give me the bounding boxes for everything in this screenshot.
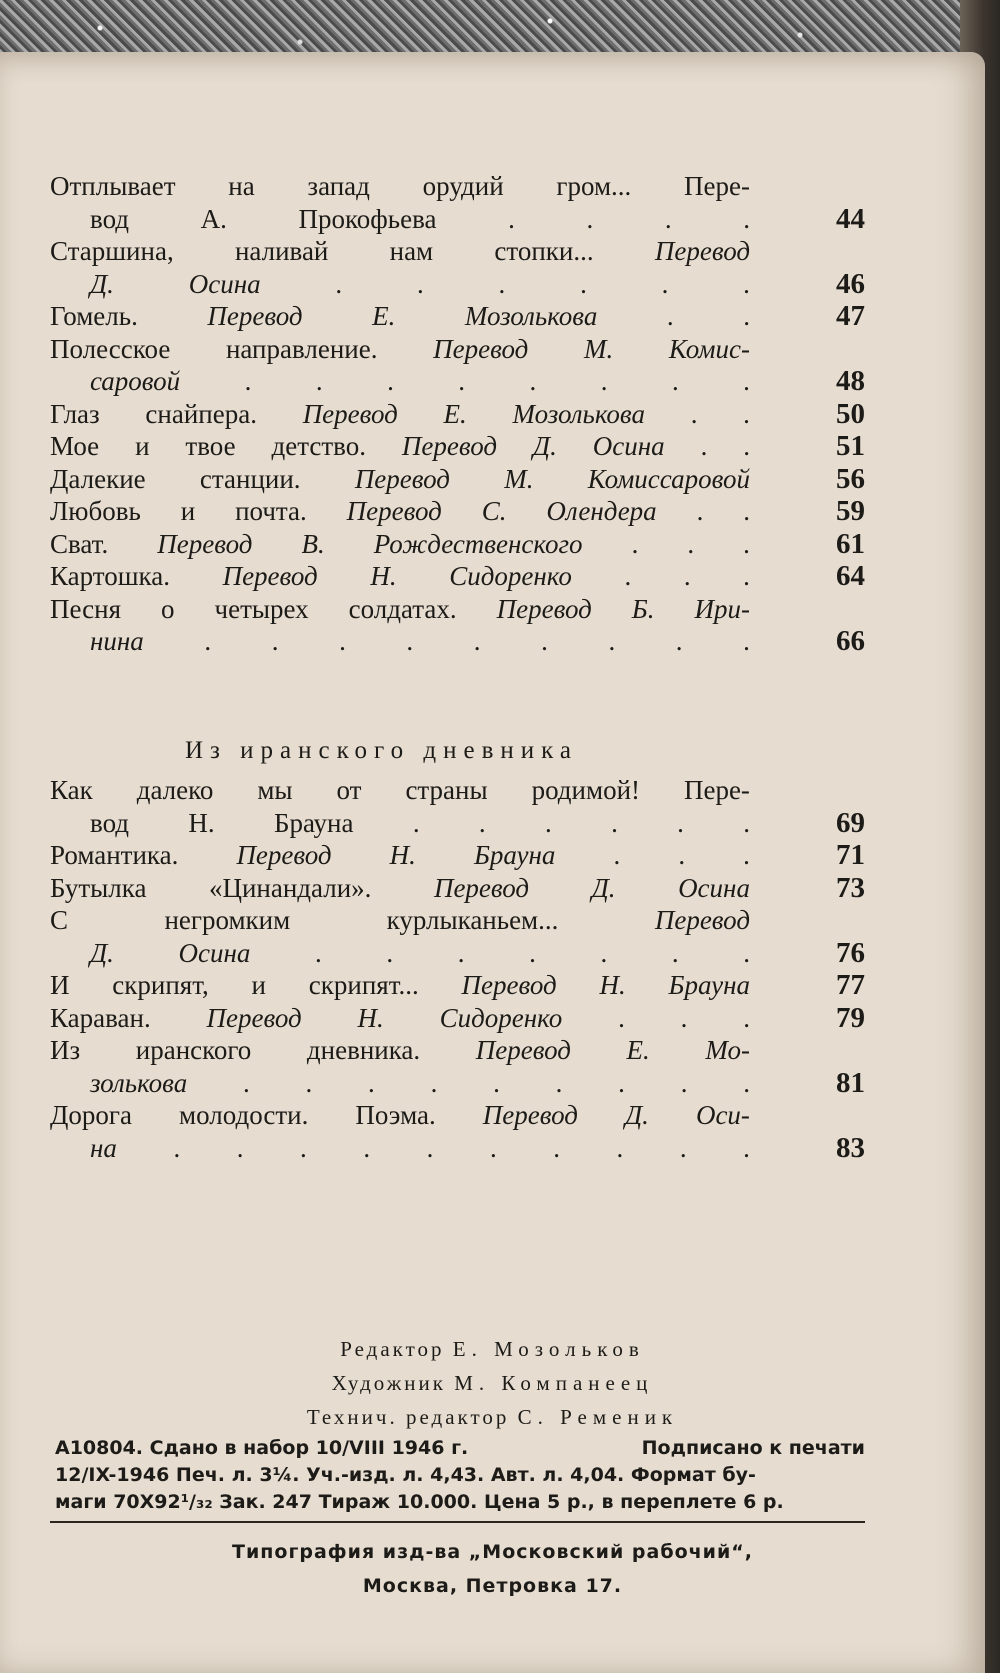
toc-word: . (743, 937, 750, 968)
toc-word: . (680, 1067, 688, 1098)
toc-word: Мое (50, 431, 100, 461)
toc-word: . (489, 1132, 497, 1163)
imprint-row: 12/IX-1946 Печ. л. 3¼. Уч.-изд. л. 4,43. Авт. л. 4,04. Формат бу- (55, 1464, 756, 1486)
toc-word: . (690, 398, 698, 429)
toc-word: . (204, 626, 212, 656)
toc-word: Осина (188, 268, 261, 299)
toc-word: . (743, 268, 750, 299)
toc-word: . (679, 1132, 687, 1163)
toc-word: Пере- (684, 171, 750, 201)
toc-entry (50, 398, 865, 431)
toc-word: . (608, 626, 616, 656)
toc-word: Бутылка (50, 872, 147, 903)
toc-entry (50, 170, 865, 235)
toc-word: . (743, 561, 750, 591)
toc-word: . (616, 1132, 624, 1163)
toc-entry (50, 430, 865, 463)
toc-word: Поэма. (355, 1100, 436, 1130)
toc-word: . (600, 366, 608, 396)
toc-word: стопки... (494, 236, 594, 266)
table-of-contents (50, 170, 865, 658)
toc-word: . (244, 366, 252, 396)
toc-page-number: 71 (836, 839, 865, 871)
toc-word: золькова (90, 1067, 188, 1098)
toc-word: Е. (372, 301, 396, 331)
toc-word: Перевод (354, 463, 450, 494)
toc-word: . (696, 496, 704, 526)
toc-entry-line (50, 774, 750, 807)
credit-editor: Редактор Е. Мозольков (340, 1337, 645, 1361)
toc-word: Осина (178, 937, 251, 968)
toc-word: Рождественского (373, 528, 583, 559)
toc-word: . (618, 1002, 625, 1033)
toc-word: . (743, 626, 750, 656)
toc-entry-line (50, 398, 750, 431)
toc-word: . (586, 203, 594, 234)
toc-word: курлыканьем... (386, 905, 559, 935)
toc-word: . (683, 561, 691, 591)
toc-entry-line (50, 560, 750, 593)
toc-word: . (687, 528, 695, 559)
toc-word: . (386, 937, 394, 968)
toc-word: гром... (556, 171, 632, 201)
book-page (0, 52, 985, 1673)
toc-word: Ири- (694, 593, 750, 624)
toc-word: Н. (188, 807, 215, 838)
toc-word: . (611, 807, 618, 838)
toc-word: направление. (225, 333, 378, 364)
toc-word: Д. (90, 268, 114, 299)
toc-page-number: 79 (836, 1001, 865, 1034)
toc-word: . (271, 626, 279, 656)
toc-word: . (416, 268, 424, 299)
credit-artist: Художник М. Компанеец (331, 1371, 654, 1395)
toc-word: молодости. (179, 1100, 309, 1130)
toc-word: Перевод (206, 1002, 302, 1033)
toc-word: Н. (370, 561, 397, 591)
toc-entry-line (50, 235, 750, 268)
toc-word: мы (257, 775, 293, 805)
toc-word: . (553, 1132, 560, 1163)
toc-word: Перевод (433, 872, 530, 903)
toc-word: Комис- (668, 333, 750, 364)
toc-word: . (664, 203, 672, 234)
toc-word: на (228, 171, 255, 201)
toc-word: . (743, 496, 750, 526)
toc-entry-line (50, 937, 750, 970)
toc-entry-line (50, 1099, 750, 1132)
toc-word: . (493, 1067, 500, 1098)
toc-word: родимой! (531, 775, 641, 805)
toc-word: вод (90, 203, 130, 234)
toc-word: и (135, 431, 150, 461)
toc-page-number: 69 (836, 806, 865, 839)
toc-word: . (430, 1067, 438, 1098)
toc-entry (50, 495, 865, 528)
toc-entry-line (50, 872, 750, 905)
toc-word: твое (185, 431, 236, 461)
toc-word: . (743, 840, 750, 870)
toc-word: скрипят, (112, 970, 209, 1000)
toc-word: . (406, 626, 414, 656)
toc-word: . (743, 1002, 750, 1033)
toc-word: Прокофьева (298, 203, 437, 234)
toc-entry-line (50, 463, 750, 496)
toc-word: Комиссаровой (587, 463, 750, 494)
toc-entry-line (50, 170, 750, 203)
toc-word: И (50, 970, 70, 1000)
toc-word: . (666, 301, 674, 331)
toc-word: . (743, 1067, 750, 1098)
toc-word: далеко (136, 775, 214, 805)
toc-word: . (613, 840, 621, 870)
imprint-row: маги 70Х92¹/₃₂ Зак. 247 Тираж 10.000. Цена 5 р., в переплете 6 р. (55, 1491, 784, 1513)
toc-word: . (242, 1067, 250, 1098)
toc-word: . (743, 203, 750, 234)
toc-word: Как (50, 775, 93, 805)
toc-word: . (661, 268, 669, 299)
toc-word: Перевод (401, 431, 498, 461)
toc-word: С (50, 905, 69, 935)
toc-page-number: 76 (836, 936, 865, 969)
toc-word: . (508, 203, 515, 234)
toc-entry (50, 774, 865, 839)
toc-entry-line (50, 268, 750, 301)
toc-entry (50, 1099, 865, 1164)
toc-word: . (529, 937, 536, 968)
toc-page-number: 61 (836, 527, 865, 560)
toc-word: Полесское (50, 333, 171, 364)
toc-word: Е. (626, 1035, 650, 1065)
toc-word: . (618, 1067, 625, 1098)
toc-word: Перевод (654, 905, 750, 935)
toc-word: Перевод (496, 593, 592, 624)
toc-word: почта. (235, 496, 307, 526)
toc-word: Мозолькова (464, 301, 598, 331)
toc-word: . (671, 937, 679, 968)
toc-word: станции. (199, 463, 301, 494)
toc-page-number: 44 (836, 202, 865, 235)
toc-word: . (600, 937, 608, 968)
toc-entry-line (50, 1034, 750, 1067)
toc-entry (50, 839, 865, 872)
toc-word: . (678, 840, 686, 870)
toc-page-number: 50 (836, 397, 865, 430)
imprint-block (55, 1435, 865, 1516)
toc-word: скрипят... (308, 970, 419, 1000)
toc-word: от (336, 775, 362, 805)
credits-block (0, 1332, 985, 1434)
toc-word: Перевод (157, 528, 253, 559)
toc-word: Мо- (705, 1035, 750, 1065)
toc-entry (50, 969, 865, 1002)
toc-word: Н. (389, 840, 416, 870)
toc-word: . (743, 1132, 750, 1163)
toc-word: орудий (422, 171, 504, 201)
toc-entry-line (50, 839, 750, 872)
toc-word: В. (301, 528, 325, 559)
toc-entry-line (50, 430, 750, 463)
toc-word: и (251, 970, 266, 1000)
toc-word: . (580, 268, 587, 299)
toc-word: Песня (50, 593, 122, 624)
toc-word: Перевод (236, 840, 332, 870)
toc-word: Е. (443, 398, 467, 429)
toc-word: Осина (678, 872, 750, 903)
toc-word: четырех (214, 593, 309, 624)
toc-word: снайпера. (145, 398, 257, 429)
toc-word: Н. (599, 970, 626, 1000)
toc-page-number: 47 (836, 300, 865, 332)
toc-word: . (315, 366, 323, 396)
toc-entry-line (50, 807, 750, 840)
toc-page-number: 56 (836, 462, 865, 495)
toc-page-number: 59 (836, 495, 865, 527)
toc-word: . (236, 1132, 244, 1163)
toc-word: Пере- (683, 775, 750, 805)
toc-word: . (631, 528, 639, 559)
toc-entry (50, 300, 865, 333)
toc-entry (50, 463, 865, 496)
toc-entry (50, 872, 865, 905)
toc-word: «Цинандали». (208, 872, 372, 903)
toc-word: Далекие (50, 463, 146, 494)
toc-word: . (555, 1067, 563, 1098)
toc-word: страны (405, 775, 488, 805)
toc-word: Сват. (50, 528, 109, 559)
toc-word: . (315, 937, 322, 968)
toc-word: Перевод (482, 1100, 578, 1130)
toc-entry (50, 333, 865, 398)
toc-page-number: 64 (836, 560, 865, 592)
toc-word: наливай (234, 236, 329, 266)
toc-word: Сидоренко (439, 1002, 563, 1033)
toc-word: Старшина, (50, 236, 174, 266)
toc-entry-line (50, 1132, 750, 1165)
toc-word: Перевод (302, 398, 398, 429)
toc-word: . (478, 807, 486, 838)
toc-word: Оси- (695, 1100, 750, 1130)
toc-word: дневника. (306, 1035, 421, 1065)
toc-word: Перевод (207, 301, 303, 331)
toc-word: негромким (164, 905, 291, 935)
toc-page-number: 66 (836, 625, 865, 657)
toc-word: Перевод (346, 496, 442, 526)
toc-word: . (173, 1132, 181, 1163)
toc-word: . (363, 1132, 371, 1163)
toc-word: детство. (271, 431, 366, 461)
toc-entry-line (50, 1067, 750, 1100)
toc-word: А. (200, 203, 227, 234)
toc-entry-line (50, 904, 750, 937)
toc-page-number: 73 (836, 871, 865, 904)
toc-page-number: 81 (836, 1066, 865, 1099)
section-title: Из иранского дневника (185, 737, 579, 764)
toc-word: Романтика. (50, 840, 179, 870)
toc-word: Брауна (473, 840, 556, 870)
toc-entry-line (50, 1002, 750, 1035)
toc-entry-line (50, 528, 750, 561)
toc-word: М. (504, 463, 534, 494)
toc-entry (50, 593, 865, 658)
toc-word: Перевод (475, 1035, 571, 1065)
toc-word: на (90, 1132, 117, 1163)
toc-word: Из (50, 1035, 81, 1065)
toc-word: С. (481, 496, 507, 526)
toc-word: . (457, 937, 465, 968)
toc-word: . (680, 1002, 688, 1033)
printer-info: Типография изд-ва „Московский рабочий“, Москва, Петровка 17. (231, 1541, 754, 1597)
toc-word: Олендера (546, 496, 657, 526)
toc-word: . (624, 561, 632, 591)
toc-page-number: 83 (836, 1131, 865, 1164)
toc-word: Д. (624, 1100, 649, 1130)
toc-word: . (498, 268, 506, 299)
toc-word: . (541, 626, 548, 656)
toc-word: Д. (591, 872, 616, 903)
toc-word: . (305, 1067, 313, 1098)
toc-word: . (743, 366, 750, 396)
toc-word: . (335, 268, 343, 299)
toc-word: Б. (631, 593, 655, 624)
toc-word: нам (389, 236, 434, 266)
toc-word: Сидоренко (449, 561, 572, 591)
toc-word: М. (583, 333, 614, 364)
toc-word: Брауна (668, 970, 750, 1000)
toc-word: Осина (592, 431, 665, 461)
toc-word: . (412, 807, 420, 838)
toc-word: . (368, 1067, 375, 1098)
toc-word: . (529, 366, 537, 396)
toc-word: . (743, 398, 750, 429)
toc-word: Н. (357, 1002, 384, 1033)
toc-page-number: 48 (836, 365, 865, 397)
toc-word: Перевод (461, 970, 557, 1000)
toc-word: о (161, 593, 175, 624)
toc-word: Гомель. (50, 301, 138, 331)
toc-word: вод (90, 807, 130, 838)
toc-word: Д. (532, 431, 557, 461)
toc-entry-line (50, 203, 750, 236)
toc-word: . (700, 431, 708, 461)
toc-word: . (473, 626, 481, 656)
credit-tech-editor: Технич. редактор С. Ременик (306, 1405, 679, 1429)
table-of-contents-part2 (50, 774, 865, 1164)
toc-word: . (743, 301, 750, 331)
toc-word: . (671, 366, 679, 396)
toc-word: запад (307, 171, 370, 201)
toc-entry-line (50, 593, 750, 626)
imprint-row: А10804. Сдано в набор 10/VIII 1946 г. Подписано к печати (55, 1437, 865, 1459)
toc-word: Перевод (433, 333, 529, 364)
toc-word: Дорога (50, 1100, 132, 1130)
toc-word: солдатах. (348, 593, 457, 624)
toc-word: . (675, 626, 683, 656)
toc-word: . (743, 528, 750, 559)
toc-entry (50, 904, 865, 969)
toc-page-number: 51 (836, 430, 865, 462)
toc-word: Отплывает (50, 171, 176, 201)
toc-word: и (180, 496, 196, 526)
toc-word: Брауна (273, 807, 354, 838)
toc-entry (50, 1034, 865, 1099)
toc-word: . (743, 807, 750, 838)
toc-entry-line (50, 625, 750, 658)
divider (50, 1521, 865, 1523)
toc-entry (50, 1002, 865, 1035)
toc-entry (50, 528, 865, 561)
toc-word: Караван. (50, 1002, 151, 1033)
toc-page-number: 77 (836, 969, 865, 1001)
toc-entry-line (50, 300, 750, 333)
toc-word: Картошка. (50, 561, 170, 591)
toc-word: нина (90, 626, 144, 656)
toc-entry-line (50, 365, 750, 398)
toc-word: Д. (90, 937, 114, 968)
toc-entry-line (50, 495, 750, 528)
toc-word: иранского (135, 1035, 252, 1065)
toc-entry-line (50, 969, 750, 1002)
toc-word: саровой (90, 366, 181, 396)
toc-word: . (458, 366, 466, 396)
toc-word: . (339, 626, 346, 656)
toc-word: . (743, 431, 750, 461)
toc-word: Глаз (50, 398, 100, 429)
toc-page-number: 46 (836, 267, 865, 300)
toc-word: . (300, 1132, 307, 1163)
toc-entry (50, 560, 865, 593)
toc-word: Любовь (50, 496, 141, 526)
toc-word: Перевод (654, 236, 750, 266)
toc-word: . (387, 366, 394, 396)
toc-word: Мозолькова (512, 398, 645, 429)
toc-entry-line (50, 333, 750, 366)
toc-word: Перевод (222, 561, 318, 591)
toc-word: . (677, 807, 684, 838)
toc-word: . (426, 1132, 434, 1163)
toc-entry (50, 235, 865, 300)
toc-word: . (544, 807, 552, 838)
